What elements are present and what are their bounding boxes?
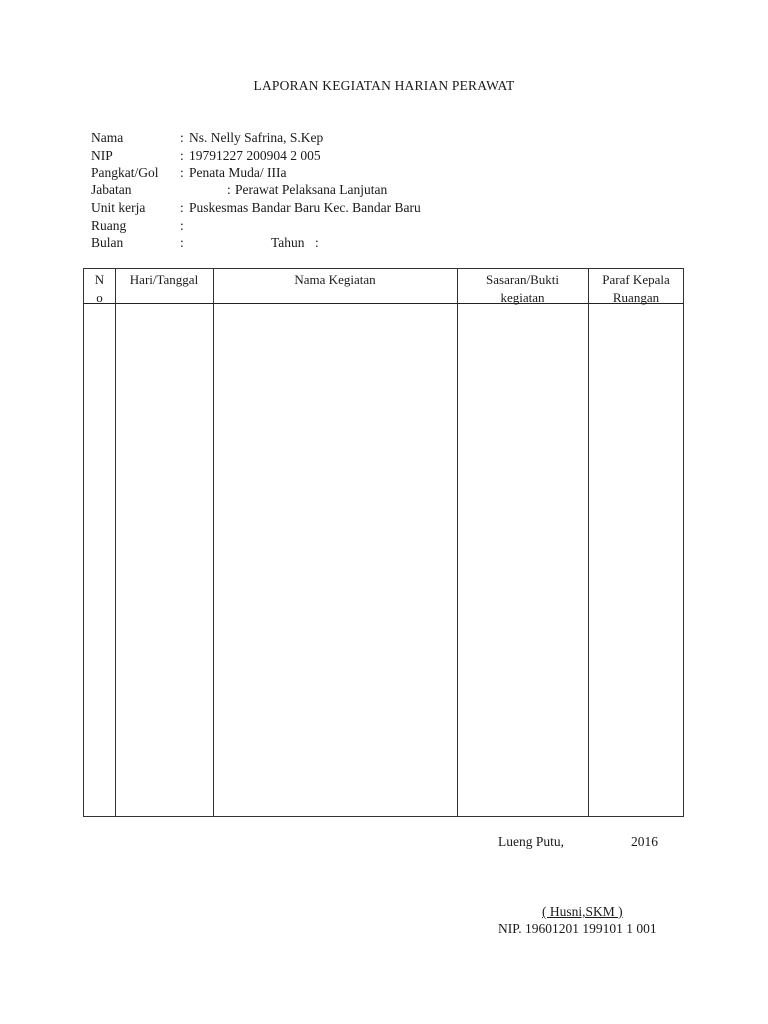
tahun-colon: : (315, 235, 319, 250)
header-text: kegiatan (500, 290, 545, 305)
header-text: Paraf Kepala (602, 272, 670, 287)
info-colon: : (180, 218, 184, 233)
signature-year: 2016 (631, 834, 658, 849)
table-column-divider (115, 269, 116, 816)
header-text: N (94, 272, 105, 287)
info-label: NIP (91, 148, 113, 163)
signer-name: ( Husni,SKM ) (542, 904, 623, 919)
info-colon: : (180, 235, 184, 250)
header-hari-tanggal (115, 271, 213, 289)
info-label: Pangkat/Gol (91, 165, 159, 180)
info-value: Perawat Pelaksana Lanjutan (235, 182, 388, 197)
header-text: Sasaran/Bukti (486, 272, 559, 287)
header-text: Ruangan (612, 290, 660, 305)
header-paraf-kepala (588, 271, 684, 307)
table-column-divider (588, 269, 589, 816)
info-colon: : (180, 148, 184, 163)
info-value: 19791227 200904 2 005 (189, 148, 321, 163)
info-label: Bulan (91, 235, 124, 250)
signature-place: Lueng Putu, (498, 834, 564, 849)
header-text: o (96, 290, 103, 305)
info-label: Jabatan (91, 182, 132, 197)
info-value: Puskesmas Bandar Baru Kec. Bandar Baru (189, 200, 421, 215)
activity-table (83, 268, 684, 817)
signer-nip: NIP. 19601201 199101 1 001 (498, 921, 657, 936)
info-colon: : (180, 165, 184, 180)
info-label: Unit kerja (91, 200, 146, 215)
info-label: Ruang (91, 218, 127, 233)
info-colon: : (180, 200, 184, 215)
header-nama-kegiatan (213, 271, 457, 289)
table-column-divider (457, 269, 458, 816)
header-sasaran-bukti (457, 271, 588, 307)
tahun-label: Tahun (271, 235, 305, 250)
document-title: LAPORAN KEGIATAN HARIAN PERAWAT (253, 78, 515, 93)
header-text: Hari/Tanggal (129, 272, 199, 287)
header-text: Nama Kegiatan (294, 272, 376, 287)
info-colon: : (227, 182, 231, 197)
info-label: Nama (91, 130, 124, 145)
info-colon: : (180, 130, 184, 145)
info-value: Ns. Nelly Safrina, S.Kep (189, 130, 324, 145)
table-column-divider (213, 269, 214, 816)
header-no (84, 271, 115, 307)
info-value: Penata Muda/ IIIa (189, 165, 287, 180)
